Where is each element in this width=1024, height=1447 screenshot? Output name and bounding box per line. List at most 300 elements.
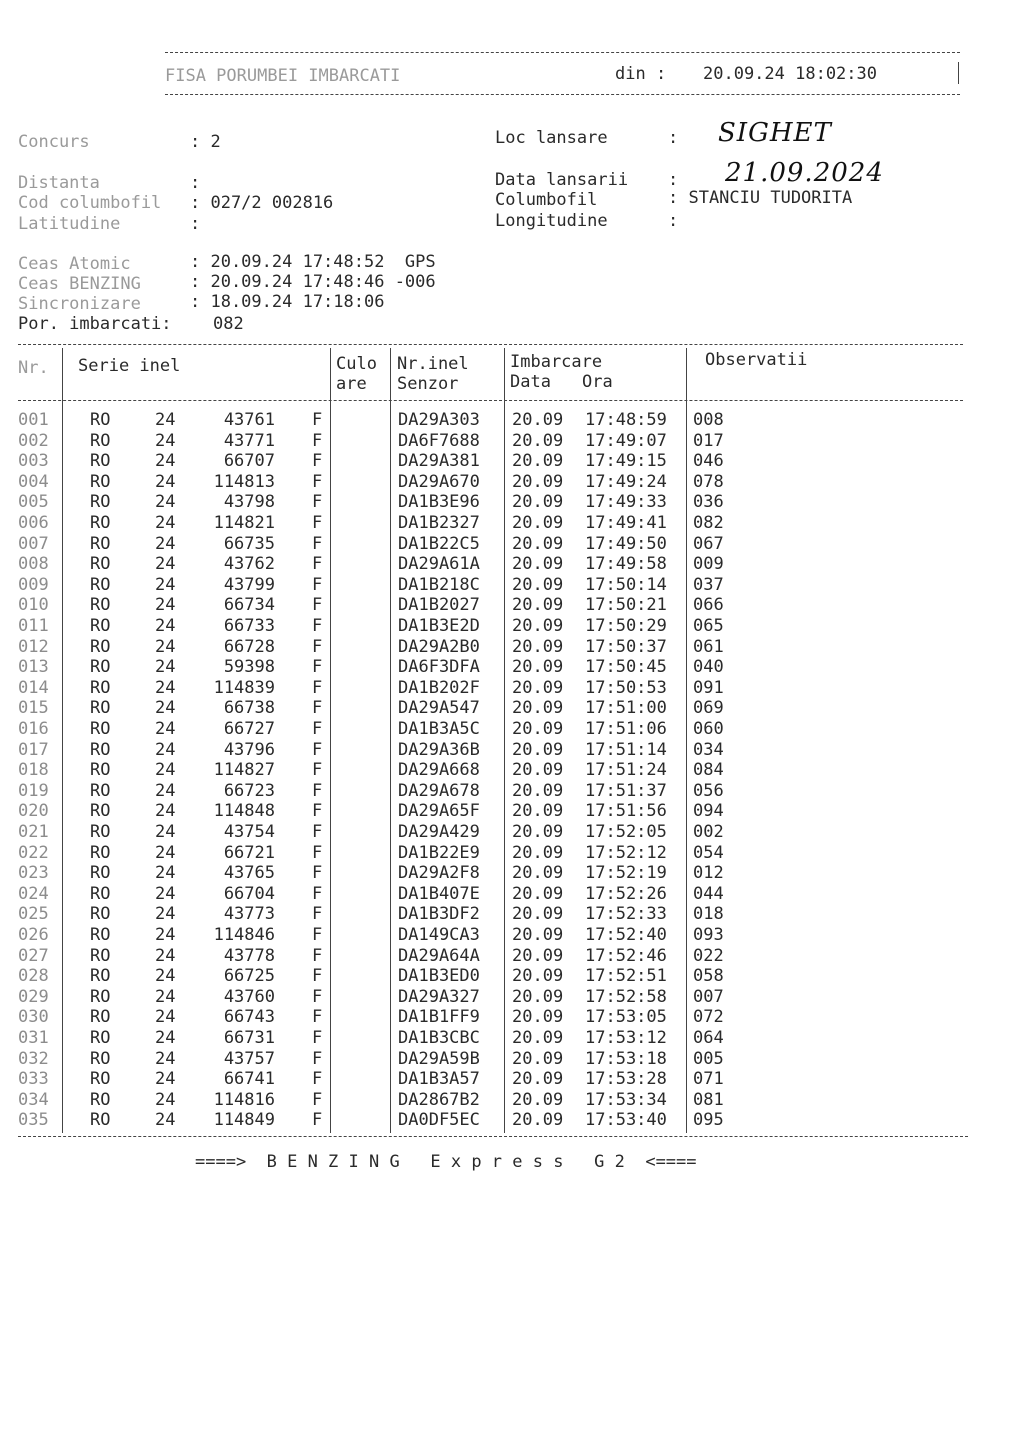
ring-year: 24 <box>155 842 176 863</box>
basket-time: 17:49:33 <box>585 492 667 513</box>
table-row <box>0 822 1024 843</box>
sex-cell: F <box>312 657 323 678</box>
ring-number: 114816 <box>213 1089 275 1110</box>
table-row <box>0 472 1024 493</box>
table-row <box>0 801 1024 822</box>
row-number: 016 <box>18 719 49 739</box>
ring-year: 24 <box>155 616 176 636</box>
basket-date: 20.09 <box>512 822 564 842</box>
basket-time: 17:50:29 <box>585 616 667 636</box>
sex-cell: F <box>312 883 323 904</box>
basket-time: 17:53:12 <box>585 1028 667 1048</box>
observation: 069 <box>693 698 724 719</box>
sensor-chip: DA1B202F <box>398 677 480 698</box>
ring-country: RO <box>90 492 111 513</box>
observation: 093 <box>693 925 724 945</box>
ring-number: 114839 <box>213 677 275 698</box>
ring-number: 43754 <box>223 822 275 842</box>
basket-time: 17:53:40 <box>585 1110 667 1131</box>
sensor-chip: DA29A2B0 <box>398 636 480 657</box>
print-datetime: 20.09.24 18:02:30 <box>703 64 877 84</box>
basket-time: 17:50:37 <box>585 636 667 657</box>
basket-time: 17:49:07 <box>585 430 667 451</box>
ring-country: RO <box>90 945 111 966</box>
ring-country: RO <box>90 636 111 657</box>
sincronizare-value: : 18.09.24 17:18:06 <box>190 292 385 312</box>
observation: 072 <box>693 1007 724 1028</box>
col-header-nrinel-1: Nr.inel <box>397 354 469 374</box>
ring-year: 24 <box>155 801 176 822</box>
ring-number: 66728 <box>223 636 275 657</box>
table-row <box>0 616 1024 637</box>
observation: 065 <box>693 616 724 636</box>
table-row <box>0 843 1024 864</box>
ring-number: 43773 <box>223 904 275 925</box>
row-number: 009 <box>18 574 49 595</box>
ring-country: RO <box>90 1007 111 1028</box>
ring-country: RO <box>90 533 111 554</box>
ring-year: 24 <box>155 657 176 678</box>
row-number: 013 <box>18 657 49 678</box>
header-bottom-rule <box>165 94 960 95</box>
sensor-chip: DA6F3DFA <box>398 657 480 678</box>
sex-cell: F <box>312 1028 323 1048</box>
table-header-rule <box>18 400 963 401</box>
observation: 036 <box>693 492 724 513</box>
ring-number: 43799 <box>223 574 275 595</box>
sex-cell: F <box>312 1048 323 1069</box>
ceas-atomic-value: : 20.09.24 17:48:52 GPS <box>190 252 436 272</box>
basket-date: 20.09 <box>512 945 564 966</box>
sensor-chip: DA29A61A <box>398 554 480 575</box>
row-number: 025 <box>18 904 49 925</box>
basket-date: 20.09 <box>512 595 564 616</box>
basket-time: 17:51:14 <box>585 739 667 760</box>
basket-time: 17:48:59 <box>585 410 667 430</box>
basket-date: 20.09 <box>512 513 564 533</box>
basket-time: 17:49:15 <box>585 451 667 472</box>
ring-number: 66743 <box>223 1007 275 1028</box>
sex-cell: F <box>312 904 323 925</box>
longitudine-label: Longitudine <box>495 211 608 231</box>
data-lansarii-label: Data lansarii <box>495 170 629 190</box>
ring-year: 24 <box>155 533 176 554</box>
ring-country: RO <box>90 430 111 451</box>
table-row <box>0 451 1024 472</box>
sex-cell: F <box>312 1089 323 1110</box>
table-row <box>0 1007 1024 1028</box>
table-row <box>0 637 1024 658</box>
observation: 037 <box>693 574 724 595</box>
ring-year: 24 <box>155 554 176 575</box>
sensor-chip: DA1B3E2D <box>398 616 480 636</box>
table-row <box>0 698 1024 719</box>
ring-country: RO <box>90 925 111 945</box>
ring-country: RO <box>90 739 111 760</box>
row-number: 005 <box>18 492 49 513</box>
basket-time: 17:51:37 <box>585 780 667 801</box>
basket-time: 17:52:05 <box>585 822 667 842</box>
ring-number: 114849 <box>213 1110 275 1131</box>
col-header-data: Data <box>510 372 551 392</box>
table-row <box>0 987 1024 1008</box>
ring-year: 24 <box>155 410 176 430</box>
row-number: 023 <box>18 863 49 884</box>
ring-number: 66738 <box>223 698 275 719</box>
row-number: 001 <box>18 410 49 430</box>
sensor-chip: DA2867B2 <box>398 1089 480 1110</box>
ring-number: 66707 <box>223 451 275 472</box>
basket-date: 20.09 <box>512 1089 564 1110</box>
row-number: 004 <box>18 471 49 492</box>
sex-cell: F <box>312 863 323 884</box>
basket-time: 17:50:14 <box>585 574 667 595</box>
din-label: din : <box>615 64 667 84</box>
table-bottom-rule <box>18 1136 968 1137</box>
ring-number: 66734 <box>223 595 275 616</box>
ring-number: 66721 <box>223 842 275 863</box>
basket-time: 17:51:00 <box>585 698 667 719</box>
ring-country: RO <box>90 986 111 1007</box>
table-row <box>0 966 1024 987</box>
ring-year: 24 <box>155 698 176 719</box>
row-number: 007 <box>18 533 49 554</box>
basket-date: 20.09 <box>512 574 564 595</box>
sex-cell: F <box>312 554 323 575</box>
sex-cell: F <box>312 1110 323 1131</box>
row-number: 034 <box>18 1089 49 1110</box>
ring-country: RO <box>90 1089 111 1110</box>
table-row <box>0 760 1024 781</box>
table-row <box>0 657 1024 678</box>
row-number: 031 <box>18 1028 49 1048</box>
row-number: 003 <box>18 451 49 472</box>
observation: 007 <box>693 986 724 1007</box>
ring-country: RO <box>90 677 111 698</box>
cod-columbofil-label: Cod columbofil <box>18 193 162 213</box>
observation: 044 <box>693 883 724 904</box>
ring-number: 43765 <box>223 863 275 884</box>
ring-country: RO <box>90 719 111 739</box>
ring-year: 24 <box>155 1069 176 1090</box>
ring-number: 66735 <box>223 533 275 554</box>
ring-year: 24 <box>155 471 176 492</box>
ring-country: RO <box>90 760 111 781</box>
ring-number: 43778 <box>223 945 275 966</box>
table-row <box>0 678 1024 699</box>
sensor-chip: DA1B2327 <box>398 513 480 533</box>
ring-year: 24 <box>155 925 176 945</box>
table-row <box>0 575 1024 596</box>
sensor-chip: DA29A65F <box>398 801 480 822</box>
basket-date: 20.09 <box>512 842 564 863</box>
basket-date: 20.09 <box>512 780 564 801</box>
sex-cell: F <box>312 533 323 554</box>
basket-time: 17:52:51 <box>585 966 667 987</box>
ring-number: 43798 <box>223 492 275 513</box>
sensor-chip: DA29A668 <box>398 760 480 781</box>
row-number: 033 <box>18 1069 49 1090</box>
basket-time: 17:50:53 <box>585 677 667 698</box>
data-lansarii-colon: : <box>668 170 679 190</box>
basket-date: 20.09 <box>512 1110 564 1131</box>
basket-date: 20.09 <box>512 616 564 636</box>
sex-cell: F <box>312 677 323 698</box>
basket-date: 20.09 <box>512 698 564 719</box>
ring-country: RO <box>90 616 111 636</box>
ring-country: RO <box>90 471 111 492</box>
sex-cell: F <box>312 986 323 1007</box>
ring-number: 66727 <box>223 719 275 739</box>
ring-number: 59398 <box>223 657 275 678</box>
observation: 012 <box>693 863 724 884</box>
basket-date: 20.09 <box>512 1028 564 1048</box>
row-number: 010 <box>18 595 49 616</box>
ring-year: 24 <box>155 574 176 595</box>
row-number: 006 <box>18 513 49 533</box>
sex-cell: F <box>312 1069 323 1090</box>
basket-time: 17:49:50 <box>585 533 667 554</box>
observation: 061 <box>693 636 724 657</box>
table-row <box>0 863 1024 884</box>
row-number: 028 <box>18 966 49 987</box>
observation: 022 <box>693 945 724 966</box>
sex-cell: F <box>312 513 323 533</box>
table-row <box>0 1049 1024 1070</box>
basket-date: 20.09 <box>512 1048 564 1069</box>
observation: 018 <box>693 904 724 925</box>
loc-lansare-handwritten: SIGHET <box>718 118 832 148</box>
table-row <box>0 1028 1024 1049</box>
ring-country: RO <box>90 1069 111 1090</box>
sensor-chip: DA29A678 <box>398 780 480 801</box>
basket-date: 20.09 <box>512 492 564 513</box>
ring-year: 24 <box>155 1048 176 1069</box>
table-row <box>0 595 1024 616</box>
ring-year: 24 <box>155 739 176 760</box>
ring-number: 43771 <box>223 430 275 451</box>
ring-country: RO <box>90 966 111 987</box>
basket-date: 20.09 <box>512 410 564 430</box>
ring-year: 24 <box>155 1110 176 1131</box>
basket-date: 20.09 <box>512 986 564 1007</box>
sensor-chip: DA1B1FF9 <box>398 1007 480 1028</box>
basket-time: 17:50:45 <box>585 657 667 678</box>
sex-cell: F <box>312 1007 323 1028</box>
basket-date: 20.09 <box>512 719 564 739</box>
observation: 034 <box>693 739 724 760</box>
basket-time: 17:50:21 <box>585 595 667 616</box>
sensor-chip: DA29A303 <box>398 410 480 430</box>
ring-number: 43796 <box>223 739 275 760</box>
distanta-label: Distanta <box>18 173 100 193</box>
basket-time: 17:51:06 <box>585 719 667 739</box>
ring-number: 43760 <box>223 986 275 1007</box>
basket-date: 20.09 <box>512 904 564 925</box>
col-header-nr: Nr. <box>18 358 49 378</box>
sex-cell: F <box>312 801 323 822</box>
sex-cell: F <box>312 966 323 987</box>
sensor-chip: DA29A327 <box>398 986 480 1007</box>
ring-country: RO <box>90 451 111 472</box>
ring-country: RO <box>90 513 111 533</box>
observation: 009 <box>693 554 724 575</box>
basket-date: 20.09 <box>512 739 564 760</box>
sincronizare-label: Sincronizare <box>18 294 141 314</box>
ring-year: 24 <box>155 513 176 533</box>
row-number: 030 <box>18 1007 49 1028</box>
porumbei-imbarcati-value: 082 <box>213 314 244 334</box>
basket-date: 20.09 <box>512 883 564 904</box>
sex-cell: F <box>312 471 323 492</box>
sex-cell: F <box>312 945 323 966</box>
ring-country: RO <box>90 410 111 430</box>
sex-cell: F <box>312 822 323 842</box>
data-lansarii-handwritten: 21.09.2024 <box>725 158 884 188</box>
ring-number: 43757 <box>223 1048 275 1069</box>
ring-year: 24 <box>155 1089 176 1110</box>
ring-number: 66704 <box>223 883 275 904</box>
basket-date: 20.09 <box>512 554 564 575</box>
observation: 084 <box>693 760 724 781</box>
ring-year: 24 <box>155 492 176 513</box>
ring-country: RO <box>90 1110 111 1131</box>
row-number: 024 <box>18 883 49 904</box>
footer-benzing: ====> B E N Z I N G E x p r e s s G 2 <==== <box>195 1152 697 1172</box>
ring-number: 114821 <box>213 513 275 533</box>
sensor-chip: DA29A670 <box>398 471 480 492</box>
col-header-culoare-2: are <box>336 374 367 394</box>
basket-time: 17:52:40 <box>585 925 667 945</box>
row-number: 011 <box>18 616 49 636</box>
ring-year: 24 <box>155 636 176 657</box>
row-number: 012 <box>18 636 49 657</box>
row-number: 026 <box>18 925 49 945</box>
sex-cell: F <box>312 430 323 451</box>
ring-year: 24 <box>155 863 176 884</box>
col-header-observatii: Observatii <box>705 350 808 370</box>
basket-time: 17:53:18 <box>585 1048 667 1069</box>
table-top-rule <box>18 344 963 345</box>
table-row <box>0 1069 1024 1090</box>
latitudine-value: : <box>190 214 201 234</box>
ring-number: 114813 <box>213 471 275 492</box>
row-number: 008 <box>18 554 49 575</box>
sensor-chip: DA1B3A57 <box>398 1069 480 1090</box>
observation: 040 <box>693 657 724 678</box>
ring-country: RO <box>90 780 111 801</box>
basket-date: 20.09 <box>512 966 564 987</box>
ring-year: 24 <box>155 451 176 472</box>
sex-cell: F <box>312 698 323 719</box>
ring-country: RO <box>90 883 111 904</box>
sensor-chip: DA149CA3 <box>398 925 480 945</box>
ring-number: 66731 <box>223 1028 275 1048</box>
basket-date: 20.09 <box>512 677 564 698</box>
sensor-chip: DA29A429 <box>398 822 480 842</box>
ring-year: 24 <box>155 595 176 616</box>
observation: 078 <box>693 471 724 492</box>
ring-country: RO <box>90 1028 111 1048</box>
columbofil-value: : STANCIU TUDORITA <box>668 188 853 208</box>
ceas-benzing-label: Ceas BENZING <box>18 274 141 294</box>
ring-number: 66733 <box>223 616 275 636</box>
basket-time: 17:53:34 <box>585 1089 667 1110</box>
ring-country: RO <box>90 595 111 616</box>
row-number: 019 <box>18 780 49 801</box>
table-row <box>0 719 1024 740</box>
row-number: 022 <box>18 842 49 863</box>
observation: 054 <box>693 842 724 863</box>
table-row <box>0 554 1024 575</box>
ring-number: 43761 <box>223 410 275 430</box>
sensor-chip: DA29A2F8 <box>398 863 480 884</box>
sensor-chip: DA6F7688 <box>398 430 480 451</box>
col-header-imbarcare: Imbarcare <box>510 352 603 372</box>
loc-lansare-label: Loc lansare <box>495 128 608 148</box>
observation: 064 <box>693 1028 724 1048</box>
observation: 002 <box>693 822 724 842</box>
ring-number: 66723 <box>223 780 275 801</box>
sensor-chip: DA29A381 <box>398 451 480 472</box>
table-row <box>0 781 1024 802</box>
basket-date: 20.09 <box>512 657 564 678</box>
sensor-chip: DA1B3DF2 <box>398 904 480 925</box>
table-row <box>0 534 1024 555</box>
sex-cell: F <box>312 492 323 513</box>
ceas-benzing-value: : 20.09.24 17:48:46 -006 <box>190 272 436 292</box>
ring-number: 66741 <box>223 1069 275 1090</box>
observation: 005 <box>693 1048 724 1069</box>
loc-lansare-colon: : <box>668 128 679 148</box>
sensor-chip: DA1B22E9 <box>398 842 480 863</box>
ring-country: RO <box>90 863 111 884</box>
row-number: 035 <box>18 1110 49 1131</box>
observation: 067 <box>693 533 724 554</box>
basket-date: 20.09 <box>512 451 564 472</box>
basket-date: 20.09 <box>512 760 564 781</box>
row-number: 018 <box>18 760 49 781</box>
observation: 091 <box>693 677 724 698</box>
row-number: 002 <box>18 430 49 451</box>
observation: 082 <box>693 513 724 533</box>
basket-date: 20.09 <box>512 925 564 945</box>
sex-cell: F <box>312 739 323 760</box>
ring-country: RO <box>90 904 111 925</box>
ring-country: RO <box>90 1048 111 1069</box>
table-row <box>0 492 1024 513</box>
basket-date: 20.09 <box>512 430 564 451</box>
columbofil-label: Columbofil <box>495 190 598 210</box>
table-row <box>0 410 1024 431</box>
ring-year: 24 <box>155 677 176 698</box>
table-row <box>0 740 1024 761</box>
col-header-nrinel-2: Senzor <box>397 374 459 394</box>
basket-date: 20.09 <box>512 533 564 554</box>
table-row <box>0 904 1024 925</box>
table-row <box>0 884 1024 905</box>
concurs-label: Concurs <box>18 132 90 152</box>
row-number: 027 <box>18 945 49 966</box>
sensor-chip: DA1B218C <box>398 574 480 595</box>
observation: 017 <box>693 430 724 451</box>
ring-year: 24 <box>155 904 176 925</box>
ring-country: RO <box>90 657 111 678</box>
porumbei-imbarcati-label: Por. imbarcati: <box>18 314 172 334</box>
basket-time: 17:51:56 <box>585 801 667 822</box>
row-number: 017 <box>18 739 49 760</box>
sex-cell: F <box>312 595 323 616</box>
